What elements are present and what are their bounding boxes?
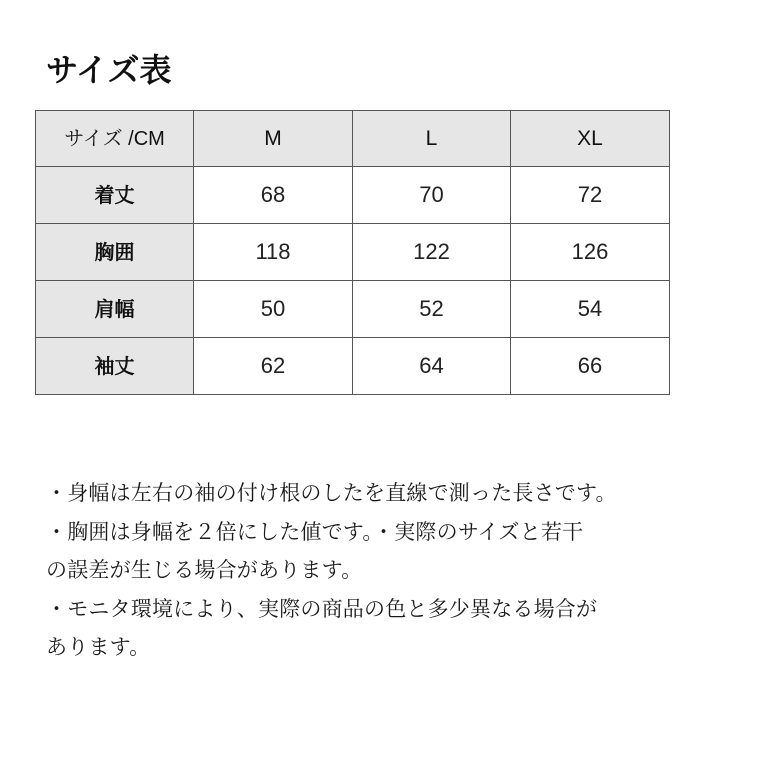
note-line: あります。 bbox=[46, 635, 151, 659]
cell-value: 122 bbox=[353, 224, 511, 281]
note-line: ・モニタ環境により、実際の商品の色と多少異なる場合が bbox=[46, 596, 598, 621]
header-size-xl: XL bbox=[511, 111, 670, 167]
page-title: サイズ表 bbox=[46, 51, 172, 89]
cell-value: 72 bbox=[511, 167, 670, 224]
cell-value: 66 bbox=[511, 338, 670, 395]
size-table bbox=[35, 110, 670, 395]
notes-block bbox=[46, 474, 746, 667]
note-line: ・胸囲は身幅を２倍にした値です。・実際のサイズと若干 bbox=[46, 519, 584, 544]
table-header-row bbox=[36, 111, 670, 167]
row-label-shoulder: 肩幅 bbox=[36, 281, 194, 338]
cell-value: 126 bbox=[511, 224, 670, 281]
table-row bbox=[36, 281, 670, 338]
cell-value: 54 bbox=[511, 281, 670, 338]
note-line: ・身幅は左右の袖の付け根のしたを直線で測った長さです。 bbox=[46, 481, 617, 505]
header-corner-label: サイズ /CM bbox=[36, 111, 194, 167]
cell-value: 68 bbox=[194, 167, 353, 224]
table-row bbox=[36, 167, 670, 224]
row-label-chest: 胸囲 bbox=[36, 224, 194, 281]
cell-value: 70 bbox=[353, 167, 511, 224]
header-size-m: M bbox=[194, 111, 353, 167]
table-row bbox=[36, 224, 670, 281]
row-label-length: 着丈 bbox=[36, 167, 194, 224]
cell-value: 50 bbox=[194, 281, 353, 338]
cell-value: 64 bbox=[353, 338, 511, 395]
row-label-sleeve: 袖丈 bbox=[36, 338, 194, 395]
header-size-l: L bbox=[353, 111, 511, 167]
cell-value: 52 bbox=[353, 281, 511, 338]
table-row bbox=[36, 338, 670, 395]
cell-value: 62 bbox=[194, 338, 353, 395]
note-line: の誤差が生じる場合があります。 bbox=[46, 558, 363, 582]
cell-value: 118 bbox=[194, 224, 353, 281]
